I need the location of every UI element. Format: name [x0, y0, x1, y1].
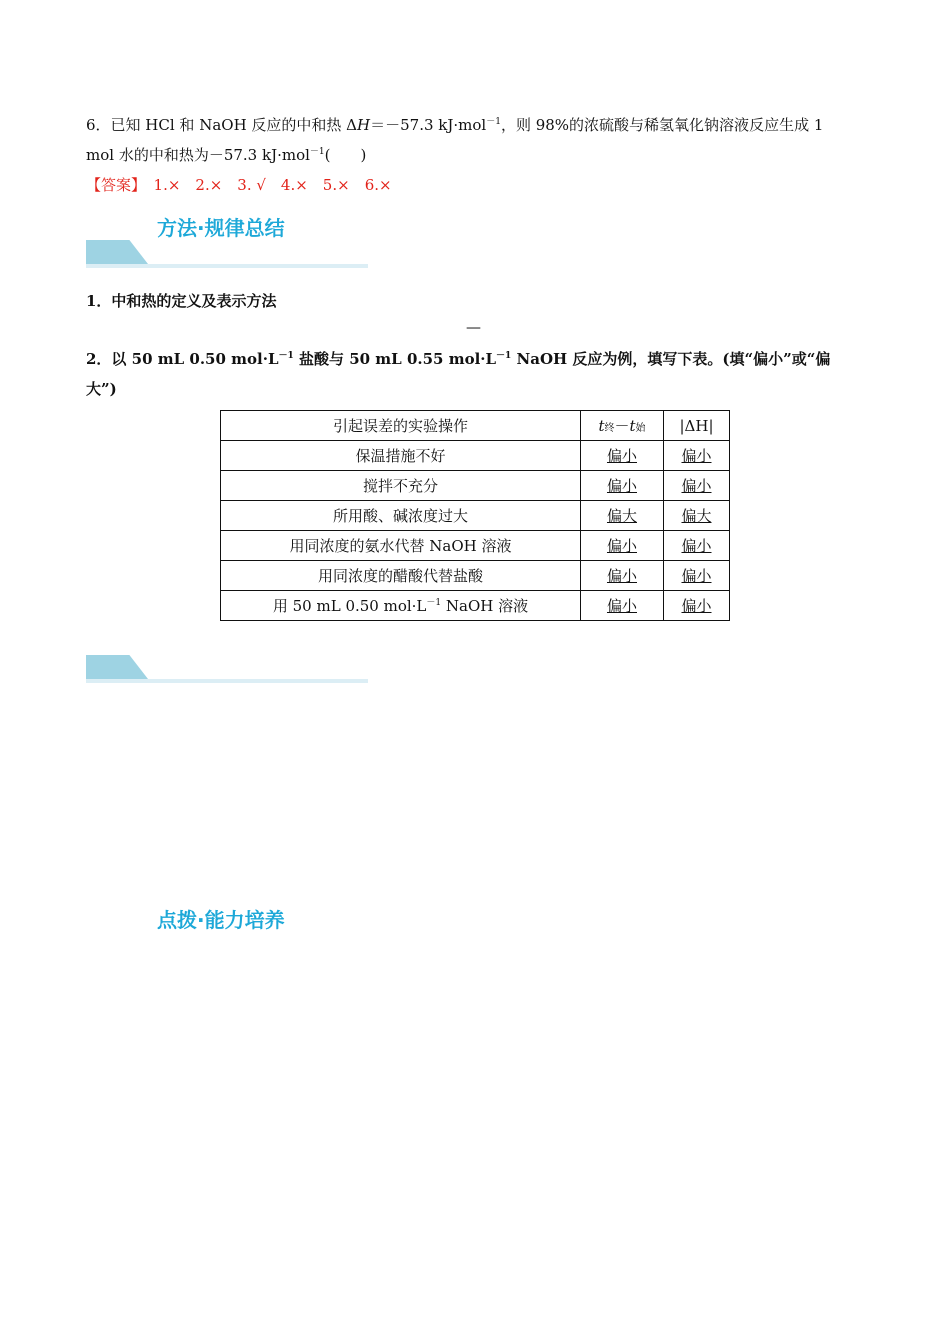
row-temp-effect: 偏小 [581, 531, 664, 561]
row-operation: 搅拌不充分 [221, 471, 581, 501]
table-row [221, 471, 730, 501]
q6-text-a: 6．已知 HCl 和 NaOH 反应的中和热 Δ [86, 116, 358, 134]
answer-items: 1.× 2.× 3. √ 4.× 5.× 6.× [153, 176, 392, 194]
row-h-effect: 偏小 [664, 531, 730, 561]
item2-sup-2: －1 [496, 351, 512, 361]
q6-sup: －1 [486, 117, 501, 127]
item2-text-b: 盐酸与 50 mL 0.55 mol·L [293, 350, 497, 368]
q6-text-b: ＝－57.3 kJ·mol [370, 116, 487, 134]
table-row [221, 501, 730, 531]
row-operation: 用同浓度的氨水代替 NaOH 溶液 [221, 531, 581, 561]
table-row [221, 561, 730, 591]
row-h-effect: 偏小 [664, 441, 730, 471]
row-h-effect: 偏大 [664, 501, 730, 531]
row-temp-effect: 偏小 [581, 591, 664, 621]
row-operation: 所用酸、碱浓度过大 [221, 501, 581, 531]
row-operation: 用 50 mL 0.50 $mol\cdot L^{-1}$ NaOH 溶液 [221, 591, 581, 621]
section-title-methods: 方法·规律总结 [157, 216, 285, 240]
row-operation: 用同浓度的醋酸代替盐酸 [221, 561, 581, 591]
item2-sup-1: －1 [278, 351, 294, 361]
section-banner-1 [86, 240, 368, 270]
q6-h-symbol: H [357, 116, 371, 134]
q6-text-c: ，则 98%的浓硫酸与稀氢氧化钠溶液反应生成 1 [500, 116, 824, 134]
row-temp-effect: 偏大 [581, 501, 664, 531]
section-banner-2 [86, 655, 368, 685]
table-row [221, 531, 730, 561]
item-1: 1．中和热的定义及表示方法 [86, 292, 277, 310]
row-temp-effect: 偏小 [581, 441, 664, 471]
item-2-line-2: 大”) [86, 380, 117, 398]
q6-text-e: ( ) [324, 146, 367, 164]
header-operation: 引起误差的实验操作 [221, 411, 581, 441]
table-header-row [221, 411, 730, 441]
item-2-line-1 [86, 348, 830, 370]
item2-text-c: NaOH 反应为例，填写下表。(填“偏小”或“偏 [511, 350, 831, 368]
q6-sup-2: －1 [309, 147, 325, 157]
section-title-skills: 点拨·能力培养 [157, 908, 285, 932]
row-operation: 保温措施不好 [221, 441, 581, 471]
error-analysis-table [220, 410, 730, 621]
header-temp-diff: t终－t始 [581, 411, 664, 441]
answer-label: 【答案】 [86, 176, 139, 194]
separator-dash: — [466, 318, 481, 336]
table-row [221, 441, 730, 471]
q6-text-d: mol 水的中和热为－57.3 kJ·mol [86, 146, 310, 164]
row-h-effect: 偏小 [664, 561, 730, 591]
row-temp-effect: 偏小 [581, 561, 664, 591]
row-h-effect: 偏小 [664, 591, 730, 621]
table-row [221, 591, 730, 621]
header-delta-h: |ΔH| [664, 411, 730, 441]
answer-line [86, 174, 392, 196]
question-6-line-2 [86, 144, 366, 166]
row-temp-effect: 偏小 [581, 471, 664, 501]
row-h-effect: 偏小 [664, 471, 730, 501]
item2-text-a: 2．以 50 mL 0.50 mol·L [86, 350, 279, 368]
question-6-line-1 [86, 114, 823, 136]
